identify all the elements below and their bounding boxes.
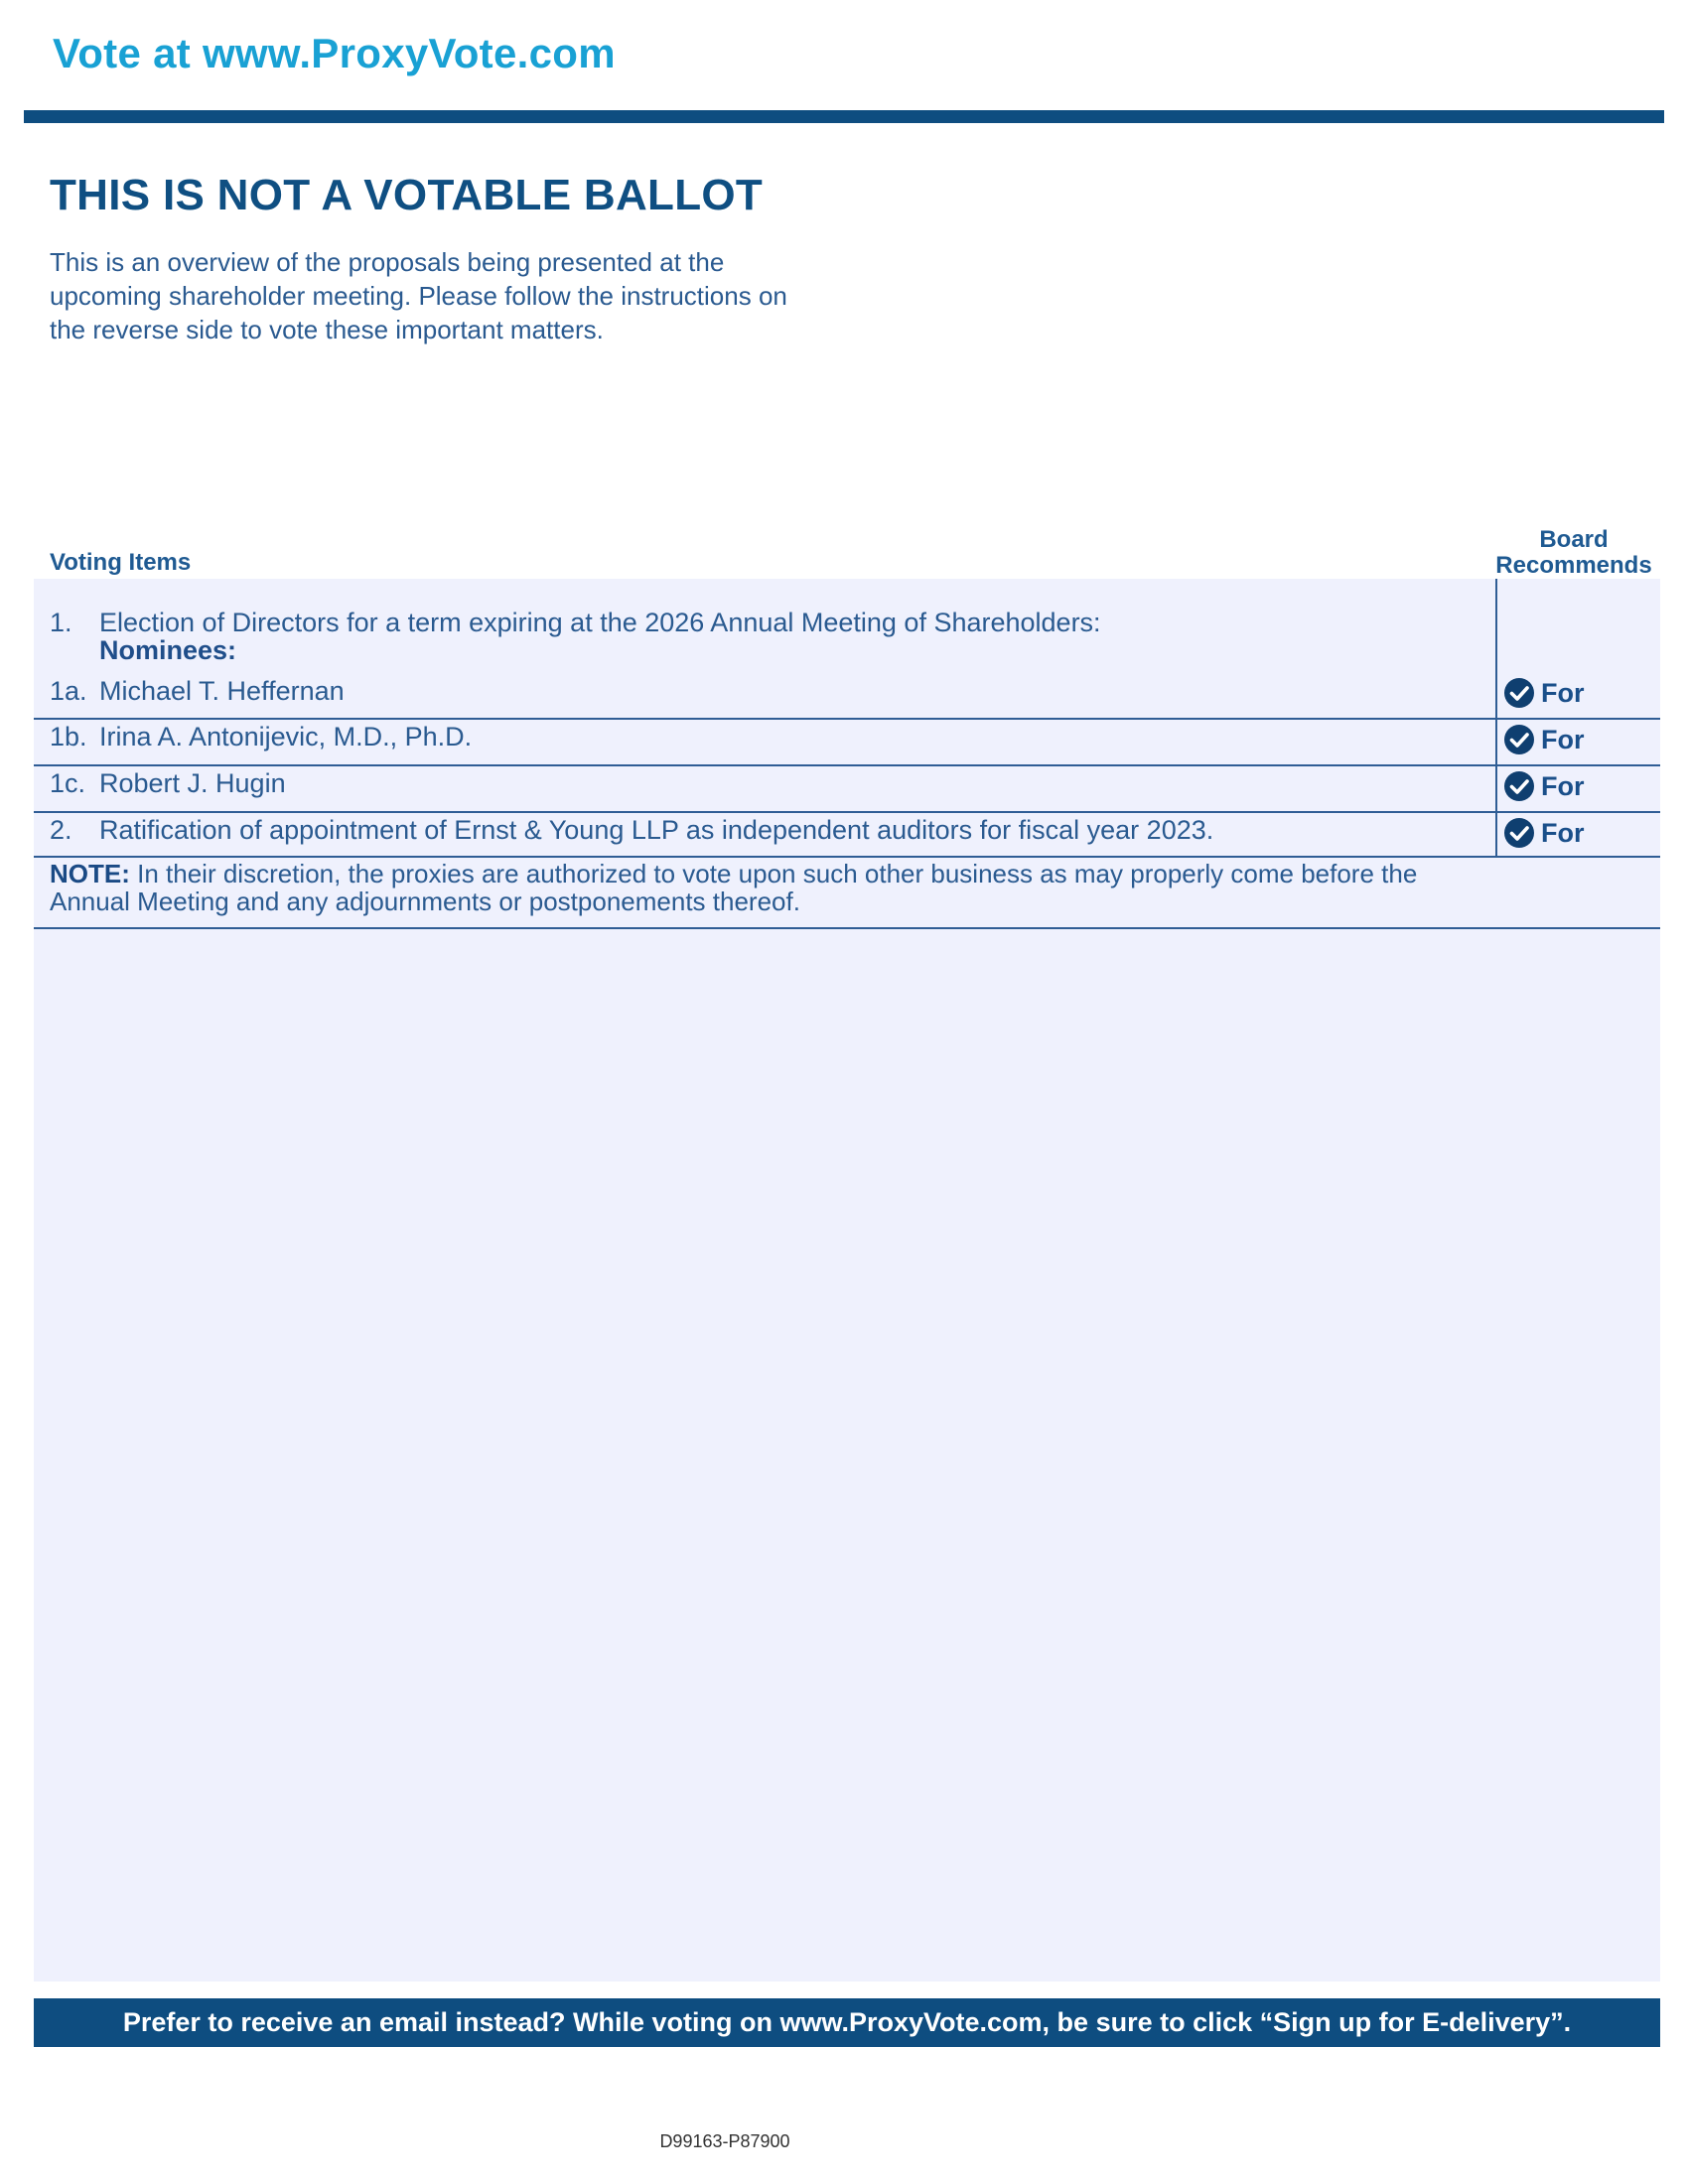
intro-line: the reverse side to vote these important matters.: [50, 315, 604, 344]
intro-line: upcoming shareholder meeting. Please follow the instructions on: [50, 281, 787, 311]
recommendation-label: For: [1541, 724, 1585, 754]
recommendation-label: For: [1541, 817, 1585, 848]
e-delivery-text: Prefer to receive an email instead? While voting on www.ProxyVote.com, be sure to click “Sign up for E-delivery”.: [122, 2007, 1572, 2037]
page-title: THIS IS NOT A VOTABLE BALLOT: [50, 171, 764, 219]
intro-paragraph: [50, 245, 844, 346]
row-divider: [34, 811, 1660, 813]
item-number: 1.: [50, 608, 72, 637]
note-label: NOTE:: [50, 859, 130, 888]
nominees-label: Nominees:: [99, 635, 237, 665]
check-circle-icon: [1503, 677, 1535, 709]
item-number: 1c.: [50, 768, 86, 798]
top-divider: [24, 110, 1664, 123]
recommendation: [1503, 816, 1585, 850]
item-text: Michael T. Heffernan: [99, 676, 345, 706]
board-header-line: Board: [1539, 526, 1609, 553]
item-text: Robert J. Hugin: [99, 768, 286, 798]
item-text: Ratification of appointment of Ernst & Young LLP as independent auditors for fiscal year 2023.: [99, 815, 1214, 845]
item-text: Election of Directors for a term expiring at the 2026 Annual Meeting of Shareholders:: [99, 608, 1101, 637]
voting-items-header: Voting Items: [50, 549, 192, 576]
board-recommends-header: [1479, 527, 1668, 579]
document-id: D99163-P87900: [659, 2131, 790, 2151]
recommendation: [1503, 676, 1585, 710]
row-divider: [34, 764, 1660, 766]
note-paragraph: [50, 860, 1489, 915]
item-number: 2.: [50, 815, 72, 845]
check-circle-icon: [1503, 817, 1535, 849]
row-divider: [34, 856, 1660, 858]
check-circle-icon: [1503, 724, 1535, 755]
e-delivery-banner: [34, 1998, 1660, 2047]
item-text: Irina A. Antonijevic, M.D., Ph.D.: [99, 722, 473, 751]
recommendation: [1503, 769, 1585, 803]
recommendation-label: For: [1541, 677, 1585, 708]
recommendation: [1503, 723, 1585, 756]
item-number: 1a.: [50, 676, 87, 706]
recommendation-label: For: [1541, 770, 1585, 801]
row-divider: [34, 718, 1660, 720]
row-divider: [34, 927, 1660, 929]
item-number: 1b.: [50, 722, 87, 751]
check-circle-icon: [1503, 770, 1535, 802]
note-text: In their discretion, the proxies are authorized to vote upon such other business as may properly come before the Annual Meeting and any adjournments or postponements thereof.: [50, 859, 1418, 916]
vote-header: Vote at www.ProxyVote.com: [53, 30, 616, 76]
board-header-line: Recommends: [1495, 552, 1652, 579]
intro-line: This is an overview of the proposals being presented at the: [50, 247, 725, 277]
